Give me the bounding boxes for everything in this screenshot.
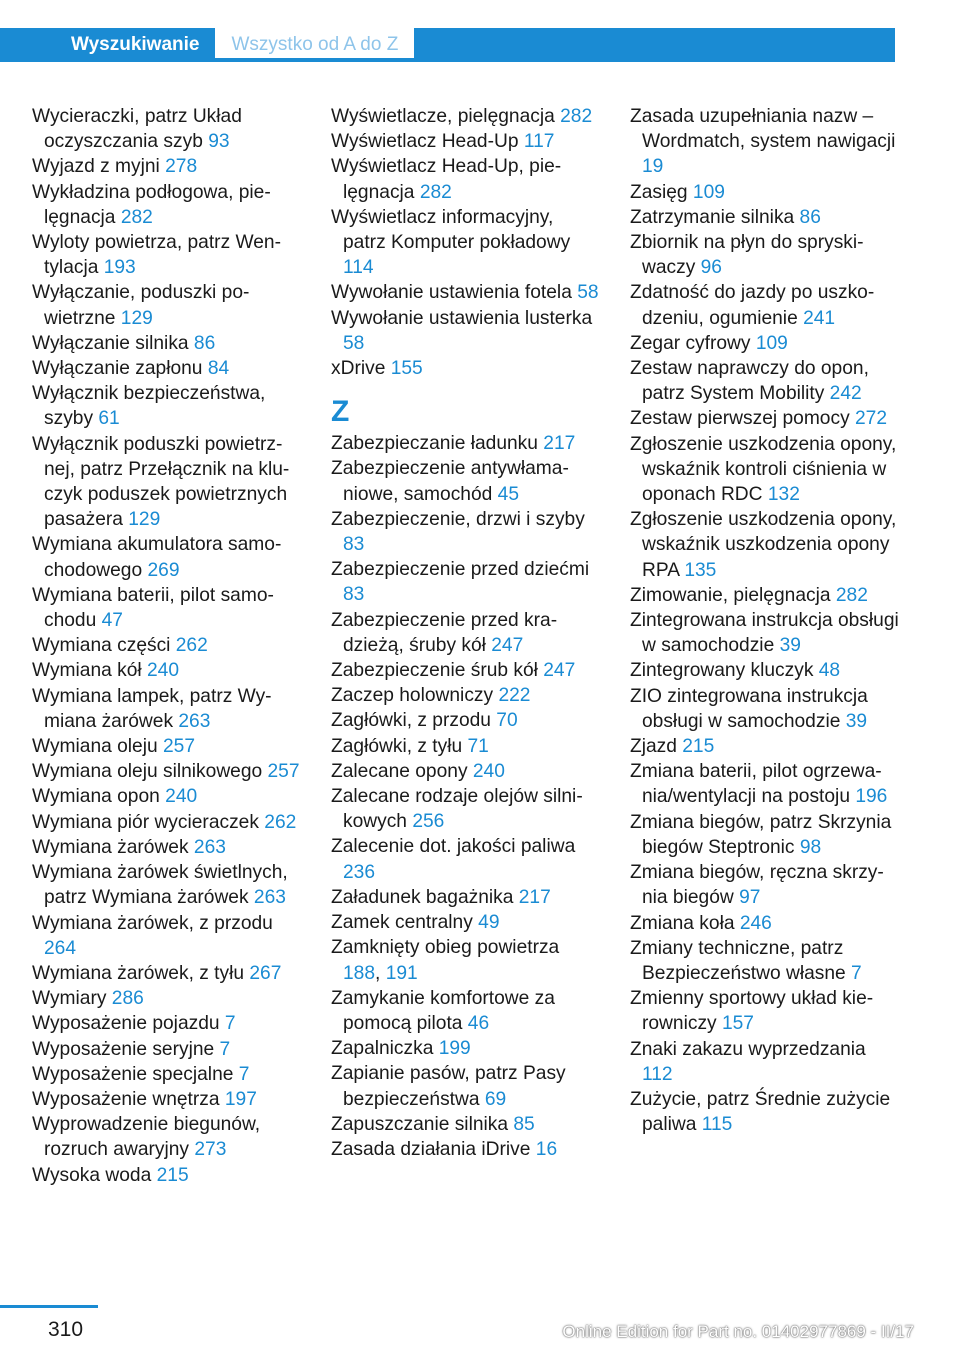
page-reference-link[interactable]: 215 [682,736,715,758]
index-entry [32,1163,302,1188]
index-entry [630,331,900,356]
index-entry-text: Zintegrowana instrukcja obsługi w samochodzie [630,610,899,657]
index-entry [630,658,900,683]
index-entry-text: Wymiana części [32,635,176,657]
index-entry [331,557,601,607]
index-entry-text: Wyłącznik bezpieczeństwa, szyby [32,383,266,430]
index-entry [331,608,601,658]
page-reference-link[interactable]: 282 [120,206,153,228]
index-entry-text: Zagłówki, z przodu [331,710,497,732]
index-entry-text: Wymiana opon [32,786,166,808]
index-entry-text: Zapianie pasów, patrz Pasy bezpieczeństwa [331,1063,566,1110]
index-entry [32,1062,302,1087]
index-columns [32,104,900,1188]
index-entry [630,936,900,986]
index-entry [32,154,302,179]
page-reference-link[interactable]: 197 [224,1088,257,1110]
page-reference-link[interactable]: 93 [208,131,230,153]
index-entry [630,1087,900,1137]
page-reference-link[interactable]: 96 [700,257,722,279]
index-entry-text: Wywołanie ustawienia fotela [331,282,578,304]
page-reference-link[interactable]: 257 [163,736,196,758]
footer-divider [0,1305,98,1308]
index-entry-text: Zmiana biegów, ręczna skrzynia biegów [630,862,884,909]
page-reference-link[interactable]: 85 [513,1113,535,1135]
index-entry [331,910,601,935]
index-entry [331,431,601,456]
index-entry-text: Zaczep holowniczy [331,685,499,707]
page-reference-link[interactable]: 262 [175,635,208,657]
page-reference-link[interactable]: 157 [721,1013,754,1035]
page-reference-link[interactable]: 16 [535,1138,558,1160]
index-entry-text: Zegar cyfrowy [630,332,756,354]
page-reference-link[interactable]: 193 [103,257,136,279]
index-entry [32,961,302,986]
index-entry [32,734,302,759]
page-reference-separator: , [375,962,386,984]
page-reference-link[interactable]: 240 [165,786,198,808]
index-entry-text: Załadunek bagażnika [331,886,519,908]
index-entry-text: Zmiana koła [630,912,740,934]
index-entry [331,154,601,204]
index-entry [331,1137,601,1162]
index-entry [32,658,302,683]
index-entry [32,911,302,961]
index-entry [331,658,601,683]
index-entry [32,280,302,330]
index-entry [630,230,900,280]
page-reference-link[interactable]: 86 [193,332,216,354]
index-entry-text: Wyprowadzenie biegunów, rozruch awaryjny [32,1114,261,1161]
page-reference-link[interactable]: 112 [642,1063,673,1085]
index-entry-text: Zjazd [630,736,683,758]
index-entry [630,180,900,205]
page-reference-link[interactable]: 273 [194,1139,227,1161]
page-reference-link[interactable]: 83 [343,534,365,556]
index-entry [331,1112,601,1137]
page-reference-link[interactable]: 117 [523,131,555,153]
index-entry [32,1037,302,1062]
index-entry [630,356,900,406]
index-entry-text: Zgłoszenie uszkodzenia opony, wskaźnik uszkodzenia opony RPA [630,509,897,581]
page-reference-link[interactable]: 47 [101,610,123,632]
index-entry-text: Zabezpieczenie przed dziećmi [331,559,590,581]
page-reference-link[interactable]: 155 [390,358,423,380]
index-entry [32,230,302,280]
index-entry-text: Zagłówki, z tyłu [331,735,468,757]
page-reference-link[interactable]: 7 [224,1013,236,1035]
page-reference-link[interactable]: 7 [238,1063,250,1085]
page-reference-link[interactable]: 86 [799,206,821,228]
index-entry [32,759,302,784]
index-entry-text: Wykładzina podłogowa, pielęgnacja [32,181,271,228]
page-reference-link[interactable]: 222 [498,685,531,707]
index-entry [331,1061,601,1111]
page-reference-link[interactable]: 7 [219,1038,231,1060]
page-reference-link[interactable]: 247 [491,634,524,656]
index-entry [32,532,302,582]
index-entry-text: Zestaw pierwszej pomocy [630,408,855,430]
index-entry-text: Wycieraczki, patrz Układ oczyszczania szyb [32,106,242,153]
index-entry-text: Zmiana biegów, patrz Skrzynia biegów Steptronic [630,811,892,858]
index-entry-text: Zmiana baterii, pilot ogrzewania/wentylacji na postoju [630,761,882,808]
page-reference-link[interactable]: 240 [146,660,179,682]
index-entry [331,356,601,381]
index-entry [630,406,900,431]
page-reference-link[interactable]: 129 [120,307,153,329]
index-entry [630,583,900,608]
index-entry [331,683,601,708]
page-reference-link[interactable]: 262 [264,811,297,833]
index-entry-text: Zdatność do jazdy po uszkodzeniu, ogumienie [630,282,875,329]
page-reference-link[interactable]: 7 [851,962,862,984]
page-reference-link[interactable]: 217 [518,886,551,908]
page-reference-link[interactable]: 114 [343,257,374,279]
index-entry [32,104,302,154]
page-reference-link[interactable]: 241 [803,307,836,329]
index-column-3 [630,104,900,1188]
index-entry [32,432,302,533]
index-entry [331,104,601,129]
page-reference-link[interactable]: 282 [560,106,593,127]
page-number: 310 [48,1318,84,1341]
index-entry-text: Wyświetlacz informacyjny, patrz Komputer pokładowy [331,206,571,254]
index-entry-text: Zasięg [630,181,693,203]
index-entry [331,986,601,1036]
index-entry [32,986,302,1011]
index-entry [630,608,900,658]
index-entry-text: Wyświetlacze, pielęgnacja [331,106,561,127]
page-reference-link[interactable]: 49 [478,912,500,934]
page-reference-link[interactable]: 236 [343,861,376,883]
index-entry [331,507,601,557]
index-entry-text: Zmiany techniczne, patrz Bezpieczeństwo własne [630,937,852,984]
page-reference-link[interactable]: 135 [684,559,717,581]
page-reference-link[interactable]: 109 [755,332,788,354]
page-reference-link[interactable]: 247 [543,660,576,682]
index-entry [32,860,302,910]
index-entry-text: Zestaw naprawczy do opon, patrz System Mobility [630,358,869,405]
index-entry-text: Wyłącznik poduszki powietrznej, patrz Przełącznik na kluczyk poduszek powietrznych pasażera [32,433,290,531]
index-entry-text: Wyjazd z myjni [32,156,166,178]
index-entry-text: Zamek centralny [331,912,479,934]
page-reference-link[interactable]: 97 [739,887,761,909]
index-entry-text: Wyświetlacz Head-Up [331,131,524,153]
index-entry-text: Wymiana żarówek, z przodu [32,912,273,934]
page-reference-link[interactable]: 98 [799,836,822,858]
page-reference-link[interactable]: 58 [343,332,365,354]
index-column-1 [32,104,302,1188]
page-reference-link[interactable]: 217 [543,433,576,455]
index-entry [630,104,900,180]
index-entry [630,280,900,330]
index-entry [630,205,900,230]
index-entry-text: Wyposażenie wnętrza [32,1088,225,1110]
index-entry-text: Wymiary [32,988,112,1010]
page-reference-link[interactable]: 48 [818,660,841,682]
index-entry-text: Zamykanie komfortowe za pomocą pilota [331,987,555,1034]
index-entry-text: Zapalniczka [331,1038,439,1060]
page-reference-link[interactable]: 272 [855,408,888,430]
page-reference-link[interactable]: 115 [701,1114,733,1136]
index-entry [32,583,302,633]
page-reference-link[interactable]: 257 [267,761,300,783]
index-entry [331,935,601,985]
index-entry-text: Wymiana oleju [32,736,163,758]
index-entry [630,986,900,1036]
page-reference-link[interactable]: 39 [779,635,801,657]
index-entry [32,180,302,230]
index-entry-text: ZIO zintegrowana instrukcja obsługi w samochodzie [630,685,868,732]
index-entry-text: Zgłoszenie uszkodzenia opony, wskaźnik kontroli ciśnienia w oponach RDC [630,433,897,506]
index-entry-text: Wymiana piór wycieraczek [32,811,265,833]
page-reference-link[interactable]: 256 [412,811,445,833]
index-entry [630,911,900,936]
index-entry-text: Zabezpieczenie przed kradzieżą, śruby kół [331,609,558,656]
page-reference-link[interactable]: 39 [845,710,868,732]
index-entry [32,1011,302,1036]
index-entry [32,1112,302,1162]
index-entry-text: Zapuszczanie silnika [331,1113,514,1135]
index-entry-text: Wysoka woda [32,1164,157,1186]
index-column-2 [331,104,601,1188]
index-entry [32,381,302,431]
index-entry [32,784,302,809]
index-entry [630,759,900,809]
index-entry-text: Wymiana oleju silnikowego [32,761,268,783]
index-entry [32,1087,302,1112]
index-entry-text: Zalecane opony [331,760,473,782]
tab-wszystko-od-a-do-z[interactable]: Wszystko od A do Z [215,28,414,62]
index-entry-text: Zużycie, patrz Średnie zużycie paliwa [630,1088,891,1136]
index-entry-text: Zimowanie, pielęgnacja [630,584,836,606]
index-entry [331,456,601,506]
index-entry [331,708,601,733]
page-reference-link[interactable]: 61 [98,408,120,430]
index-entry-text: Wyłączanie zapłonu [32,358,208,380]
index-entry [32,356,302,381]
page-reference-link[interactable]: 263 [178,710,211,732]
index-entry [630,734,900,759]
index-entry [331,784,601,834]
index-entry-text: Zabezpieczenie antywłamaniowe, samochód [331,458,569,505]
index-entry [32,684,302,734]
index-entry-text: Zasada działania iDrive [331,1138,536,1160]
page-reference-link[interactable]: 188 [343,962,376,984]
index-entry-text: Wymiana kół [32,660,147,682]
index-entry-text: Wyświetlacz Head-Up, pielęgnacja [331,156,562,203]
index-entry-text: Wymiana żarówek świetlnych, patrz Wymiana żarówek [32,862,288,909]
index-entry [331,205,601,281]
index-entry-text: Wyłączanie, poduszki powietrzne [32,282,250,329]
page-reference-link[interactable]: 71 [467,735,489,757]
index-entry [630,684,900,734]
tab-wyszukiwanie[interactable]: Wyszukiwanie [0,28,215,62]
index-entry-text: Zmienny sportowy układ kierowniczy [630,988,874,1035]
page-reference-link[interactable]: 83 [343,584,365,606]
index-entry-text: xDrive [331,358,391,380]
index-entry-text: Wyloty powietrza, patrz Wentylacja [32,232,281,279]
page-reference-link[interactable]: 129 [128,509,161,531]
page-reference-link[interactable]: 132 [767,484,800,506]
index-entry-text: Wymiana baterii, pilot samochodu [32,584,274,632]
index-entry-text: Wymiana akumulatora samochodowego [32,534,282,581]
index-entry-text: Wywołanie ustawienia lusterka [331,307,593,329]
page-reference-link[interactable]: 278 [165,156,198,178]
index-entry-text: Zalecenie dot. jakości paliwa [331,836,576,858]
edition-note: Online Edition for Part no. 01402977869 - II/17 [562,1322,914,1341]
index-entry [331,280,601,305]
page-reference-link[interactable]: 269 [147,559,180,581]
index-entry [32,633,302,658]
index-entry [630,507,900,583]
header-underline [414,28,895,62]
index-entry-text: Zabezpieczenie, drzwi i szyby [331,508,585,530]
page-reference-link[interactable]: 286 [111,988,144,1010]
page-reference-link[interactable]: 264 [44,937,77,959]
index-entry-text: Wyłączanie silnika [32,332,194,354]
index-entry [32,810,302,835]
page-reference-link[interactable]: 240 [472,760,505,782]
page-reference-link[interactable]: 246 [739,912,772,934]
index-entry-text: Zbiornik na płyn do spryskiwaczy [630,232,864,279]
index-entry-text: Zalecane rodzaje olejów silnikowych [331,786,583,833]
page-reference-link[interactable]: 70 [496,710,518,732]
index-entry-text: Wymiana żarówek [32,836,194,858]
page-reference-link[interactable]: 263 [253,887,286,909]
index-entry-text: Wymiana żarówek, z tyłu [32,962,250,984]
index-entry-text: Zasada uzupełniania nazw – Wordmatch, system nawigacji [630,106,896,153]
index-entry [331,1036,601,1061]
page-reference-link[interactable]: 267 [249,962,282,984]
page-reference-link[interactable]: 282 [419,181,452,203]
page-reference-link[interactable]: 69 [484,1088,507,1110]
index-entry-text: Zabezpieczanie ładunku [331,433,544,455]
page-reference-link[interactable]: 196 [855,786,888,808]
index-entry-text: Zatrzymanie silnika [630,206,800,228]
index-entry [32,835,302,860]
index-letter-heading: Z [331,395,350,429]
page-reference-link[interactable]: 109 [692,181,725,203]
page-reference-link[interactable]: 84 [207,358,230,380]
index-entry-text: Zintegrowany kluczyk [630,660,819,682]
index-entry-text: Wyposażenie pojazdu [32,1013,225,1035]
page-reference-link[interactable]: 191 [385,962,418,984]
page-reference-link[interactable]: 199 [438,1038,471,1060]
index-entry [331,306,601,356]
index-entry [331,734,601,759]
section-header [0,28,895,62]
index-entry [630,432,900,508]
index-entry [630,810,900,860]
page-reference-link[interactable]: 263 [193,836,226,858]
index-entry-text: Zamknięty obieg powietrza [331,937,560,959]
index-entry [630,860,900,910]
index-entry [630,1037,900,1087]
index-entry [331,759,601,784]
index-entry [331,129,601,154]
page-reference-link[interactable]: 282 [835,584,868,606]
index-entry [32,331,302,356]
page-reference-link[interactable]: 58 [577,282,599,304]
index-entry-text: Zabezpieczenie śrub kół [331,660,544,682]
page-reference-link[interactable]: 242 [829,383,862,405]
page-reference-link[interactable]: 46 [467,1012,490,1034]
index-entry-text: Wymiana lampek, patrz Wymiana żarówek [32,685,272,732]
index-entry [331,885,601,910]
page-reference-link[interactable]: 19 [642,156,664,178]
index-entry-text: Znaki zakazu wyprzedzania [630,1038,866,1060]
index-entry [331,834,601,884]
page-reference-link[interactable]: 45 [497,483,519,505]
index-entry-text: Wyposażenie seryjne [32,1038,220,1060]
page-reference-link[interactable]: 215 [156,1164,189,1186]
index-entry-text: Wyposażenie specjalne [32,1063,239,1085]
